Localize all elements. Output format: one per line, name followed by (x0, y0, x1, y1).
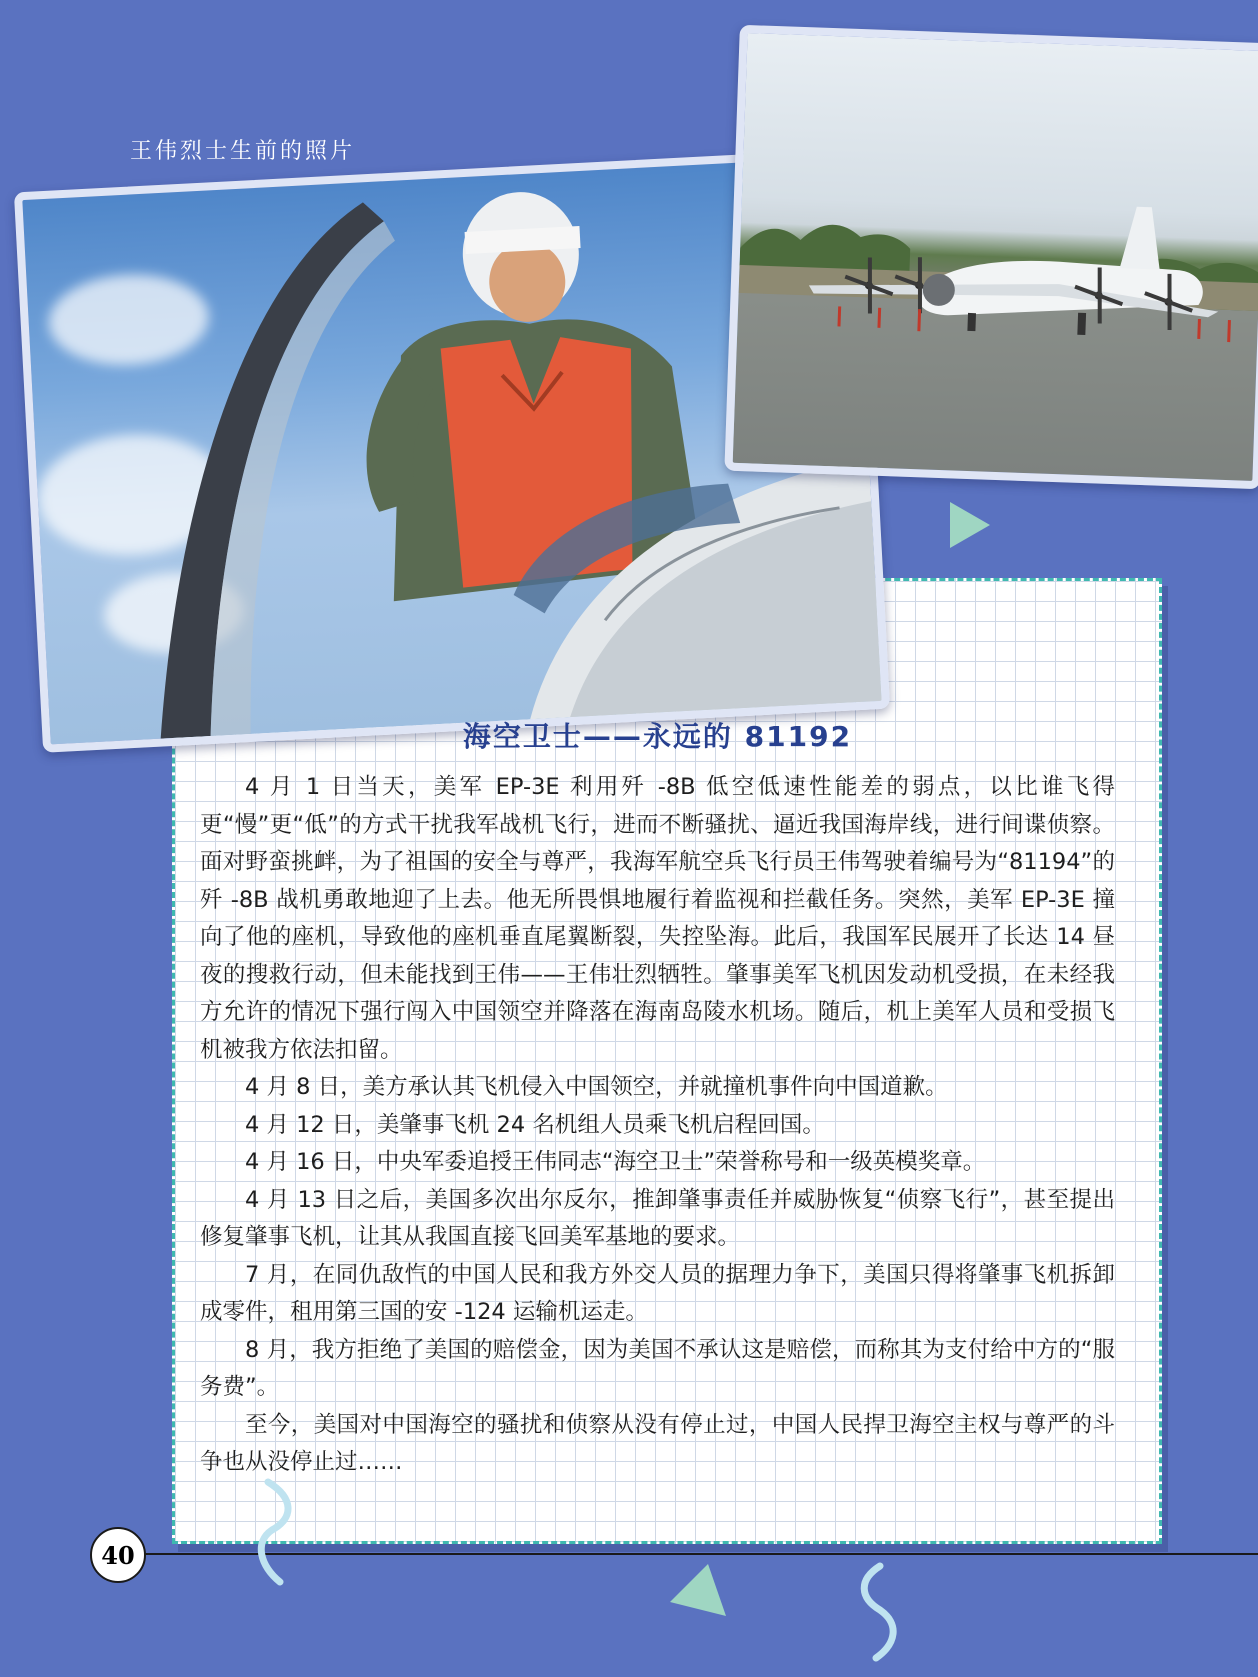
triangle-decoration-icon (948, 500, 992, 550)
article-paragraph: 4 月 1 日当天，美军 EP-3E 利用歼 -8B 低空低速性能差的弱点，以比谁飞得更“慢”更“低”的方式干扰我军战机飞行，进而不断骚扰、逼近我国海岸线，进行间谍侦察。面对野蛮挑衅，为了祖国的安全与尊严，我海军航空兵飞行员王伟驾驶着编号为“81194”的歼 -8B 战机勇敢地迎了上去。他无所畏惧地履行着监视和拦截任务。突然，美军 EP-3E 撞向了他的座机，导致他的座机垂直尾翼断裂，失控坠海。此后，我国军民展开了长达 14 昼夜的搜救行动，但未能找到王伟——王伟壮烈牺牲。肇事美军飞机因发动机受损，在未经我方允许的情况下强行闯入中国领空并降落在海南岛陵水机场。随后，机上美军人员和受损飞机被我方依法扣留。 (200, 774, 1115, 1063)
article-title: 海空卫士——永远的 81192 (462, 720, 853, 753)
squiggle-decoration-icon (254, 1478, 304, 1588)
page-number: 40 (90, 1527, 146, 1583)
article-paragraph: 至今，美国对中国海空的骚扰和侦察从没有停止过，中国人民捍卫海空主权与尊严的斗争也从没停止过…… (200, 1411, 1115, 1475)
photo-caption: 王伟烈士生前的照片 (130, 139, 356, 164)
squiggle-decoration-icon (858, 1562, 908, 1662)
article-paragraph: 4 月 8 日，美方承认其飞机侵入中国领空，并就撞机事件向中国道歉。 (245, 1074, 948, 1100)
article-paragraph: 8 月，我方拒绝了美国的赔偿金，因为美国不承认这是赔偿，而称其为支付给中方的“服务费”。 (200, 1336, 1115, 1400)
article-paragraph: 4 月 13 日之后，美国多次出尔反尔，推卸肇事责任并威胁恢复“侦察飞行”，甚至提出修复肇事飞机，让其从我国直接飞回美军基地的要求。 (200, 1186, 1115, 1250)
article-paragraph: 7 月，在同仇敌忾的中国人民和我方外交人员的据理力争下，美国只得将肇事飞机拆卸成零件，租用第三国的安 -124 运输机运走。 (200, 1261, 1115, 1325)
aircraft-illustration (733, 33, 1258, 481)
page-rule (145, 1553, 1258, 1555)
article (200, 715, 1115, 1482)
article-paragraph: 4 月 12 日，美肇事飞机 24 名机组人员乘飞机启程回国。 (245, 1111, 825, 1138)
aircraft-photo (724, 25, 1258, 489)
triangle-decoration-icon (668, 1562, 728, 1618)
article-paragraph: 4 月 16 日，中央军委追授王伟同志“海空卫士”荣誉称号和一级英模奖章。 (245, 1149, 986, 1175)
